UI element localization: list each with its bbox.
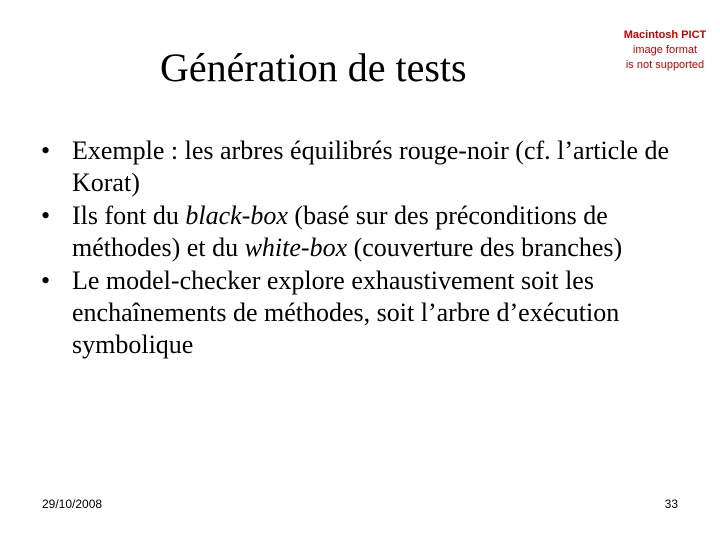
bullet-text: Exemple : les arbres équilibrés rouge-noir (cf. l’article de Korat)	[72, 136, 670, 197]
bullet-item	[40, 265, 700, 361]
placeholder-line-1: Macintosh PICT	[623, 29, 707, 41]
placeholder-line-3: is not supported	[625, 59, 705, 71]
unsupported-image-placeholder	[622, 28, 708, 76]
slide-title: Génération de tests	[160, 45, 467, 90]
bullet-text	[72, 201, 622, 262]
bullet-text-italic: black-box	[185, 201, 288, 230]
bullet-list	[40, 135, 700, 362]
bullet-text-segment: (couverture des branches)	[347, 233, 623, 262]
bullet-icon: •	[41, 201, 51, 230]
bullet-icon: •	[41, 136, 51, 165]
placeholder-line-2: image format	[632, 44, 698, 56]
bullet-text-segment: Ils font du	[72, 201, 186, 230]
bullet-text-segment: (basé sur des préconditions de méthodes) et du	[72, 201, 608, 262]
bullet-text-italic: white-box	[244, 233, 348, 262]
bullet-text: Le model-checker explore exhaustivement soit les enchaînements de méthodes, soit l’arbre d’exécution symbolique	[72, 266, 620, 359]
page-number: 33	[664, 497, 678, 511]
bullet-item	[40, 200, 700, 264]
bullet-icon: •	[41, 266, 51, 295]
footer-date: 29/10/2008	[42, 497, 103, 511]
bullet-item	[40, 135, 700, 199]
